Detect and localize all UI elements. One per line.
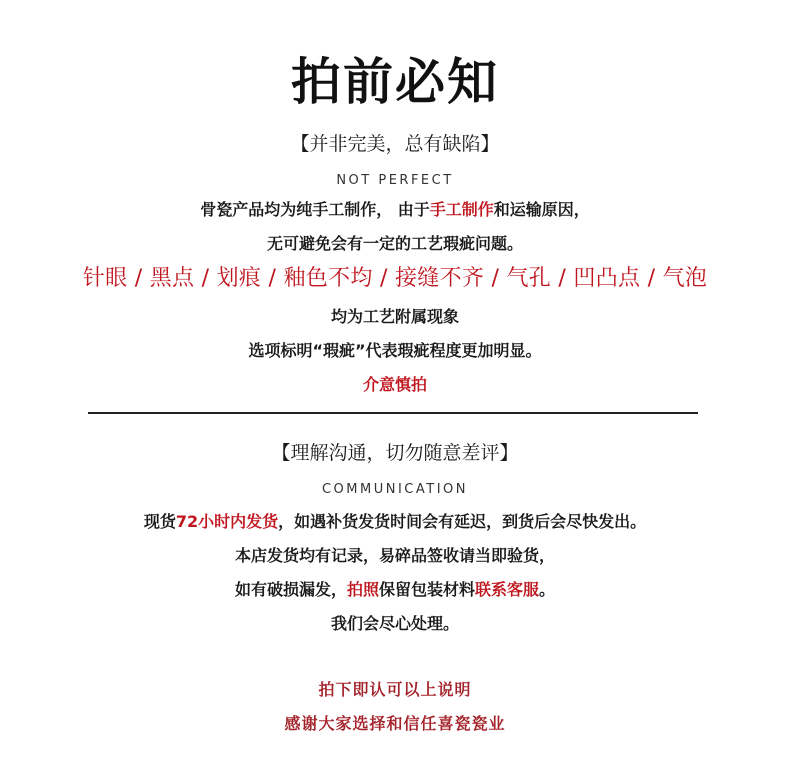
- section1-line1: [0, 199, 790, 221]
- section1-line1-highlight: 手工制作: [429, 200, 494, 219]
- section2-line3-text-a: 如有破损漏发，: [234, 580, 347, 599]
- defect-list: 针眼 / 黑点 / 划痕 / 釉色不均 / 接缝不齐 / 气孔 / 凹凸点 / 气泡: [82, 266, 708, 291]
- section2-line3-highlight2: 联系客服: [475, 580, 540, 599]
- section2-line3-text-b: 保留包装材料: [378, 580, 475, 599]
- section2-subtitle: COMMUNICATION: [321, 482, 468, 497]
- section2-line4: 我们会尽心处理。: [330, 614, 459, 633]
- section1-line3: 均为工艺附属现象: [330, 307, 459, 326]
- section1-subtitle: NOT PERFECT: [336, 173, 454, 188]
- section2-line1-highlight: 72小时内发货: [175, 512, 279, 531]
- page-title: 拍前必知: [291, 53, 499, 111]
- section2-heading: 【理解沟通，切勿随意差评】: [271, 442, 519, 464]
- footer-line2: 感谢大家选择和信任喜瓷瓷业: [284, 714, 506, 733]
- section1-line1-text-b: 和运输原因，: [493, 200, 590, 219]
- section2-line1: [0, 511, 790, 533]
- section-divider: [88, 412, 698, 414]
- section2-line3: [0, 579, 790, 601]
- section2-line3-text-c: 。: [539, 580, 556, 599]
- section2-line1-text-a: 现货: [143, 512, 176, 531]
- section2-line3-highlight1: 拍照: [346, 580, 379, 599]
- footer-line1: 拍下即认可以上说明: [318, 680, 472, 699]
- section1-line2: 无可避免会有一定的工艺瑕疵问题。: [266, 234, 523, 253]
- section2-line1-text-b: ，如遇补货发货时间会有延迟，到货后会尽快发出。: [278, 512, 647, 531]
- section1-line4: 选项标明“瑕疵”代表瑕疵程度更加明显。: [248, 341, 542, 360]
- section1-line1-text-a: 骨瓷产品均为纯手工制作， 由于: [200, 200, 430, 219]
- section1-heading: 【并非完美，总有缺陷】: [290, 133, 500, 155]
- section2-line2: 本店发货均有记录，易碎品签收请当即验货，: [234, 546, 555, 565]
- caution-text: 介意慎拍: [362, 375, 427, 394]
